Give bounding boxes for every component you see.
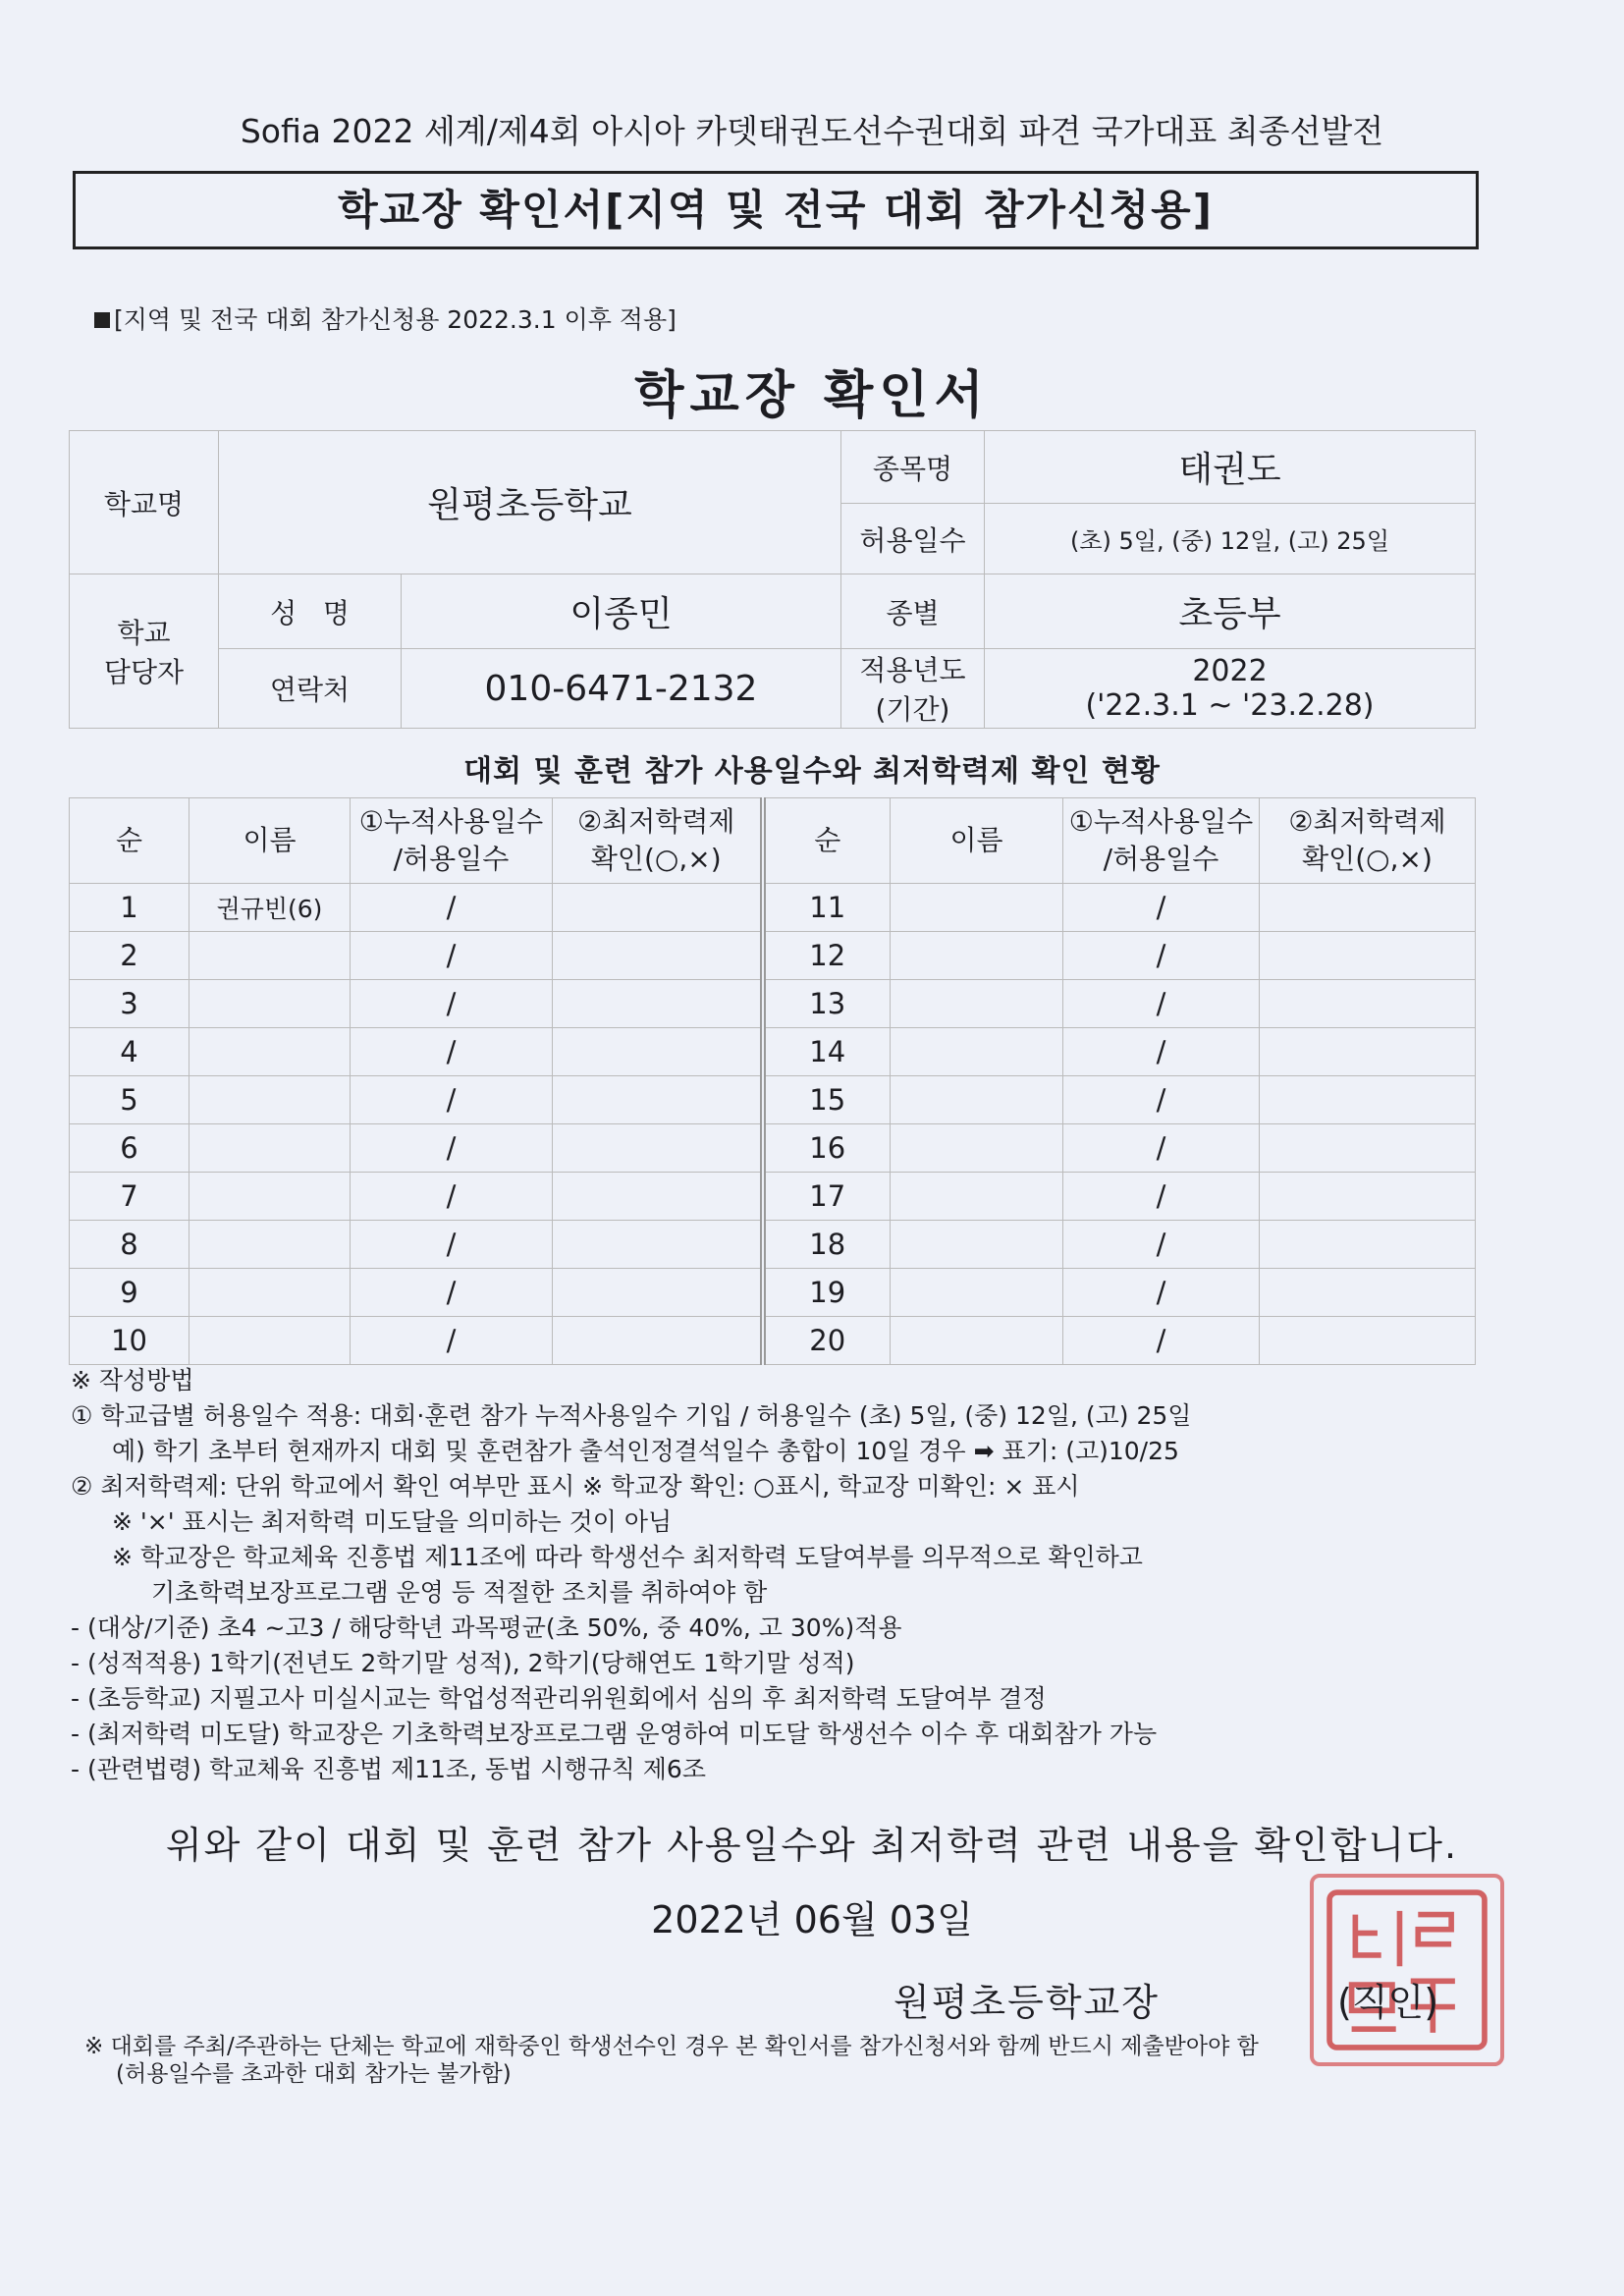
division-label: 종별 (841, 574, 985, 649)
event-title: Sofia 2022 세계/제4회 아시아 카뎃태권도선수권대회 파견 국가대표 최종선발전 (240, 112, 1384, 150)
table-row (70, 1076, 1476, 1124)
row-number: 10 (70, 1317, 189, 1365)
row-name (189, 1317, 351, 1365)
form-title: 학교장 확인서 (634, 366, 990, 425)
info-table (69, 430, 1476, 729)
row-check (553, 1221, 763, 1269)
col-name: 이름 (189, 798, 351, 884)
col-days-line1: ①누적사용일수 (358, 805, 544, 838)
row-number: 14 (763, 1028, 891, 1076)
year-label (841, 649, 985, 729)
row-days: / (351, 1028, 553, 1076)
row-days: / (351, 884, 553, 932)
row-check (1260, 1269, 1476, 1317)
manager-label-line1: 학교 (117, 617, 171, 649)
row-days: / (1063, 1028, 1260, 1076)
row-name (189, 1028, 351, 1076)
col-days (351, 798, 553, 884)
apply-note (94, 301, 677, 336)
apply-note-text: [지역 및 전국 대회 참가신청용 2022.3.1 이후 적용] (114, 305, 677, 334)
row-days: / (351, 1269, 553, 1317)
school-value: 원평초등학교 (219, 431, 841, 574)
row-check (1260, 980, 1476, 1028)
row-number: 12 (763, 932, 891, 980)
row-number: 9 (70, 1269, 189, 1317)
row-number: 6 (70, 1124, 189, 1173)
row-check (1260, 884, 1476, 932)
row-number: 19 (763, 1269, 891, 1317)
col-days-line2: /허용일수 (393, 843, 510, 875)
row-days: / (351, 1221, 553, 1269)
row-name (891, 932, 1063, 980)
table-row (70, 1028, 1476, 1076)
row-name (891, 1269, 1063, 1317)
principal-name: 원평초등학교장 (893, 1981, 1160, 2024)
row-name: 권규빈(6) (189, 884, 351, 932)
row-check (553, 1173, 763, 1221)
table-row (70, 932, 1476, 980)
col-min (553, 798, 763, 884)
instruction-line: ① 학교급별 허용일수 적용: 대회·훈련 참가 누적사용일수 기입 / 허용일수 (초) 5일, (중) 12일, (고) 25일 (71, 1401, 1192, 1430)
row-name (189, 1221, 351, 1269)
sport-label: 종목명 (841, 431, 985, 504)
row-days: / (351, 1076, 553, 1124)
row-number: 18 (763, 1221, 891, 1269)
row-check (553, 884, 763, 932)
footer-note (84, 2033, 1479, 2088)
col-days-line1: ①누적사용일수 (1068, 805, 1254, 838)
issue-date: 2022년 06월 03일 (651, 1898, 973, 1941)
col-min-line2: 확인(○,×) (590, 843, 722, 875)
row-number: 5 (70, 1076, 189, 1124)
instruction-line: - (최저학력 미도달) 학교장은 기초학력보장프로그램 운영하여 미도달 학생선수 이수 후 대회참가 가능 (71, 1720, 1158, 1748)
name-value: 이종민 (402, 574, 841, 649)
row-days: / (1063, 932, 1260, 980)
col-min-line2: 확인(○,×) (1302, 843, 1433, 875)
row-check (553, 1124, 763, 1173)
row-number: 15 (763, 1076, 891, 1124)
row-days: / (1063, 1173, 1260, 1221)
instruction-line: 기초학력보장프로그램 운영 등 적절한 조치를 취하여야 함 (151, 1578, 768, 1607)
row-name (891, 884, 1063, 932)
instructions (71, 1363, 1485, 1787)
row-check (1260, 932, 1476, 980)
allowed-days-value: (초) 5일, (중) 12일, (고) 25일 (985, 504, 1476, 574)
manager-label (70, 574, 219, 729)
confirm-statement: 위와 같이 대회 및 훈련 참가 사용일수와 최저학력 관련 내용을 확인합니다. (165, 1824, 1459, 1867)
row-number: 7 (70, 1173, 189, 1221)
row-check (553, 932, 763, 980)
instruction-line: ※ '×' 표시는 최저학력 미도달을 의미하는 것이 아님 (112, 1507, 673, 1536)
row-number: 3 (70, 980, 189, 1028)
row-days: / (1063, 1317, 1260, 1365)
row-days: / (351, 980, 553, 1028)
name-label: 성 명 (219, 574, 402, 649)
col-name-right: 이름 (891, 798, 1063, 884)
row-name (189, 1076, 351, 1124)
document-title: 학교장 확인서[지역 및 전국 대회 참가신청용] (73, 171, 1479, 249)
row-name (189, 1269, 351, 1317)
row-days: / (351, 1173, 553, 1221)
row-check (553, 1317, 763, 1365)
row-check (553, 1076, 763, 1124)
row-days: / (351, 932, 553, 980)
table-row (70, 1221, 1476, 1269)
row-check (1260, 1173, 1476, 1221)
instruction-line: ※ 학교장은 학교체육 진흥법 제11조에 따라 학생선수 최저학력 도달여부를 의무적으로 확인하고 (112, 1543, 1143, 1571)
col-no: 순 (70, 798, 189, 884)
row-name (891, 1124, 1063, 1173)
row-name (189, 1173, 351, 1221)
row-name (891, 1221, 1063, 1269)
footer-line2: (허용일수를 초과한 대회 참가는 불가함) (116, 2061, 512, 2087)
row-number: 16 (763, 1124, 891, 1173)
status-table (69, 797, 1476, 1365)
contact-value: 010-6471-2132 (402, 649, 841, 729)
row-check (1260, 1317, 1476, 1365)
status-table-body (70, 884, 1476, 1365)
col-no-right: 순 (763, 798, 891, 884)
allowed-days-label: 허용일수 (841, 504, 985, 574)
row-number: 13 (763, 980, 891, 1028)
manager-label-line2: 담당자 (103, 656, 185, 688)
row-number: 2 (70, 932, 189, 980)
year-value (985, 649, 1476, 729)
row-number: 11 (763, 884, 891, 932)
row-number: 8 (70, 1221, 189, 1269)
footer-line1: ※ 대회를 주최/주관하는 단체는 학교에 재학중인 학생선수인 경우 본 확인서를 참가신청서와 함께 반드시 제출받아야 함 (84, 2034, 1259, 2059)
table-row (70, 884, 1476, 932)
row-name (891, 1317, 1063, 1365)
row-days: / (1063, 884, 1260, 932)
division-value: 초등부 (985, 574, 1476, 649)
col-days-right (1063, 798, 1260, 884)
sport-value: 태권도 (985, 431, 1476, 504)
row-days: / (351, 1317, 553, 1365)
row-check (553, 1269, 763, 1317)
row-number: 1 (70, 884, 189, 932)
row-name (891, 1076, 1063, 1124)
table-row (70, 1124, 1476, 1173)
year-label-line1: 적용년도 (859, 654, 966, 686)
instructions-heading: ※ 작성방법 (71, 1366, 194, 1394)
table-row (70, 1173, 1476, 1221)
status-heading: 대회 및 훈련 참가 사용일수와 최저학력제 확인 현황 (463, 754, 1161, 789)
row-number: 20 (763, 1317, 891, 1365)
row-days: / (1063, 1269, 1260, 1317)
row-check (1260, 1221, 1476, 1269)
col-min-line1: ②최저학력제 (1288, 805, 1446, 838)
instruction-line: - (관련법령) 학교체육 진흥법 제11조, 동법 시행규칙 제6조 (71, 1755, 706, 1783)
contact-label: 연락처 (219, 649, 402, 729)
col-min-line1: ②최저학력제 (577, 805, 735, 838)
row-number: 17 (763, 1173, 891, 1221)
row-name (189, 932, 351, 980)
row-check (1260, 1028, 1476, 1076)
row-name (189, 1124, 351, 1173)
row-days: / (1063, 980, 1260, 1028)
col-min-right (1260, 798, 1476, 884)
row-name (891, 980, 1063, 1028)
row-days: / (1063, 1221, 1260, 1269)
year-value-line2: ('22.3.1 ~ '23.2.28) (1085, 688, 1375, 723)
row-check (1260, 1076, 1476, 1124)
school-label: 학교명 (70, 431, 219, 574)
row-days: / (1063, 1076, 1260, 1124)
row-name (891, 1028, 1063, 1076)
instruction-line: 예) 학기 초부터 현재까지 대회 및 훈련참가 출석인정결석일수 총합이 10일 경우 ➡ 표기: (고)10/25 (112, 1437, 1179, 1465)
row-days: / (351, 1124, 553, 1173)
seal-mark: (직인) (1337, 1981, 1439, 2024)
table-row (70, 1269, 1476, 1317)
instruction-line: - (초등학교) 지필고사 미실시교는 학업성적관리위원회에서 심의 후 최저학력 도달여부 결정 (71, 1684, 1047, 1713)
instruction-line: - (대상/기준) 초4 ~고3 / 해당학년 과목평균(초 50%, 중 40%, 고 30%)적용 (71, 1613, 902, 1642)
row-name (891, 1173, 1063, 1221)
instruction-line: ② 최저학력제: 단위 학교에서 확인 여부만 표시 ※ 학교장 확인: ○표시, 학교장 미확인: × 표시 (71, 1472, 1080, 1501)
row-name (189, 980, 351, 1028)
square-bullet-icon (94, 312, 110, 328)
row-number: 4 (70, 1028, 189, 1076)
year-value-line1: 2022 (1192, 654, 1268, 688)
row-check (553, 980, 763, 1028)
instructions-lines (71, 1398, 1485, 1787)
row-check (1260, 1124, 1476, 1173)
table-row (70, 1317, 1476, 1365)
row-days: / (1063, 1124, 1260, 1173)
table-row (70, 980, 1476, 1028)
col-days-line2: /허용일수 (1103, 843, 1219, 875)
instruction-line: - (성적적용) 1학기(전년도 2학기말 성적), 2학기(당해연도 1학기말 성적) (71, 1649, 855, 1677)
year-label-line2: (기간) (875, 693, 950, 726)
row-check (553, 1028, 763, 1076)
